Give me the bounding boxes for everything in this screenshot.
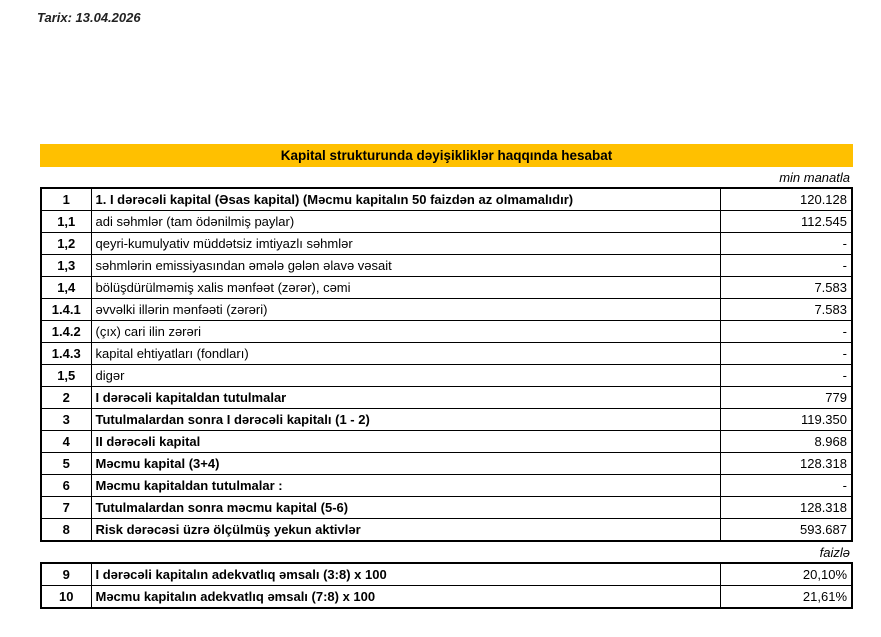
row-label: I dərəcəli kapitaldan tutulmalar <box>91 387 720 409</box>
row-label: (çıx) cari ilin zərəri <box>91 321 720 343</box>
row-value: - <box>720 343 852 365</box>
table-row <box>41 299 852 321</box>
row-label: adi səhmlər (tam ödənilmiş paylar) <box>91 211 720 233</box>
row-label: Tutulmalardan sonra I dərəcəli kapitalı (1 - 2) <box>91 409 720 431</box>
percent-note: faizlə <box>819 545 850 560</box>
row-number: 3 <box>41 409 91 431</box>
table-row <box>41 211 852 233</box>
row-number: 5 <box>41 453 91 475</box>
row-number: 1,1 <box>41 211 91 233</box>
row-value: 120.128 <box>720 188 852 211</box>
row-value: - <box>720 321 852 343</box>
row-label: Məcmu kapitalın adekvatlıq əmsalı (7:8) x 100 <box>91 586 720 609</box>
table-row <box>41 277 852 299</box>
row-value: 20,10% <box>720 563 852 586</box>
row-value: 128.318 <box>720 453 852 475</box>
capital-table <box>40 187 853 542</box>
unit-note: min manatla <box>779 170 850 185</box>
row-value: 7.583 <box>720 277 852 299</box>
row-label: I dərəcəli kapitalın adekvatlıq əmsalı (3:8) x 100 <box>91 563 720 586</box>
row-value: - <box>720 475 852 497</box>
row-number: 8 <box>41 519 91 542</box>
row-label: 1. I dərəcəli kapital (Əsas kapital) (Məcmu kapitalın 50 faizdən az olmamalıdır) <box>91 188 720 211</box>
table-row <box>41 475 852 497</box>
row-label: bölüşdürülməmiş xalis mənfəət (zərər), cəmi <box>91 277 720 299</box>
adequacy-ratio-table-body <box>41 563 852 608</box>
table-row <box>41 453 852 475</box>
row-label: Məcmu kapitaldan tutulmalar : <box>91 475 720 497</box>
row-value: 128.318 <box>720 497 852 519</box>
table-row <box>41 188 852 211</box>
row-label: Məcmu kapital (3+4) <box>91 453 720 475</box>
date-label: Tarix: 13.04.2026 <box>37 10 141 25</box>
row-value: - <box>720 255 852 277</box>
row-value: 8.968 <box>720 431 852 453</box>
table-row <box>41 519 852 542</box>
row-number: 1.4.3 <box>41 343 91 365</box>
row-number: 6 <box>41 475 91 497</box>
row-number: 1,4 <box>41 277 91 299</box>
row-number: 2 <box>41 387 91 409</box>
row-value: 21,61% <box>720 586 852 609</box>
table-row <box>41 233 852 255</box>
row-label: Risk dərəcəsi üzrə ölçülmüş yekun aktivlər <box>91 519 720 542</box>
row-number: 1,3 <box>41 255 91 277</box>
report-title-bar <box>40 144 853 167</box>
row-label: digər <box>91 365 720 387</box>
row-number: 7 <box>41 497 91 519</box>
row-number: 1,5 <box>41 365 91 387</box>
table-row <box>41 343 852 365</box>
capital-structure-report <box>40 144 853 609</box>
table-row <box>41 387 852 409</box>
table-row <box>41 586 852 609</box>
capital-table-body <box>41 188 852 541</box>
row-number: 10 <box>41 586 91 609</box>
table-row <box>41 365 852 387</box>
row-label: səhmlərin emissiyasından əmələ gələn əlavə vəsait <box>91 255 720 277</box>
row-label: qeyri-kumulyativ müddətsiz imtiyazlı səhmlər <box>91 233 720 255</box>
row-number: 1.4.1 <box>41 299 91 321</box>
row-number: 9 <box>41 563 91 586</box>
table-row <box>41 431 852 453</box>
table-row <box>41 321 852 343</box>
row-value: 112.545 <box>720 211 852 233</box>
row-label: kapital ehtiyatları (fondları) <box>91 343 720 365</box>
row-value: - <box>720 233 852 255</box>
row-label: əvvəlki illərin mənfəəti (zərəri) <box>91 299 720 321</box>
adequacy-ratio-table <box>40 562 853 609</box>
table-row <box>41 497 852 519</box>
table-row <box>41 409 852 431</box>
row-number: 1 <box>41 188 91 211</box>
row-value: 7.583 <box>720 299 852 321</box>
row-value: - <box>720 365 852 387</box>
row-value: 119.350 <box>720 409 852 431</box>
row-number: 1.4.2 <box>41 321 91 343</box>
row-number: 1,2 <box>41 233 91 255</box>
report-title: Kapital strukturunda dəyişikliklər haqqında hesabat <box>280 148 613 163</box>
table-row <box>41 563 852 586</box>
row-label: II dərəcəli kapital <box>91 431 720 453</box>
table-row <box>41 255 852 277</box>
row-label: Tutulmalardan sonra məcmu kapital (5-6) <box>91 497 720 519</box>
row-value: 593.687 <box>720 519 852 542</box>
row-number: 4 <box>41 431 91 453</box>
row-value: 779 <box>720 387 852 409</box>
